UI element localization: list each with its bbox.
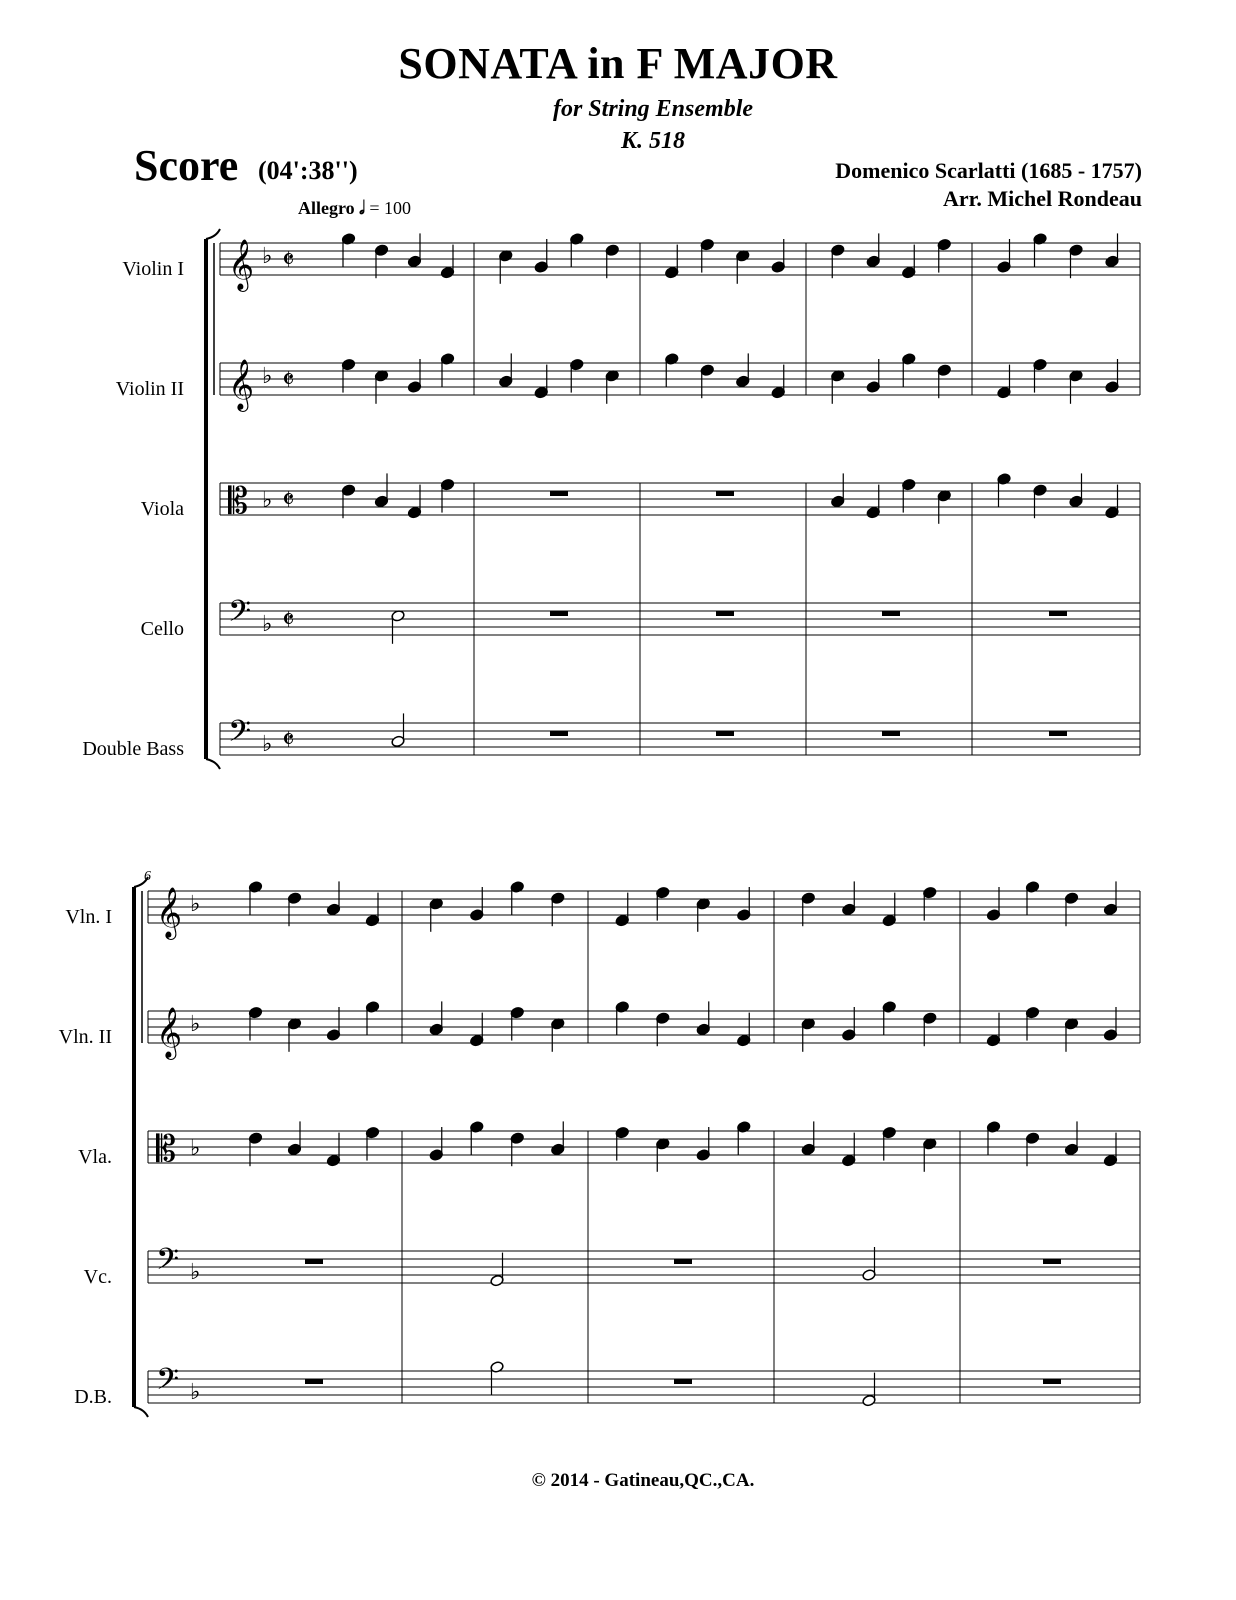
whole-rest-icon	[550, 491, 568, 496]
cut-time-icon: 𝄵	[282, 603, 295, 636]
treble-clef-icon: 𝄞	[228, 359, 255, 410]
flat-icon: ♭	[262, 244, 273, 269]
whole-rest-icon	[1043, 1259, 1061, 1264]
whole-rest-icon	[716, 611, 734, 616]
whole-rest-icon	[1049, 611, 1067, 616]
whole-rest-icon	[305, 1379, 323, 1384]
instrument-name: Double Bass	[82, 738, 184, 760]
bass-clef-icon: 𝄢	[156, 1243, 180, 1284]
cut-time-icon: 𝄵	[282, 723, 295, 756]
whole-rest-icon	[305, 1259, 323, 1264]
alto-clef-icon: 𝄡	[228, 481, 249, 522]
cut-time-icon: 𝄵	[282, 243, 295, 276]
tempo-text: Allegro	[298, 198, 355, 218]
instrument-name: D.B.	[74, 1386, 112, 1408]
instrument-name: Violin I	[122, 258, 184, 280]
flat-icon: ♭	[190, 1380, 201, 1405]
treble-clef-icon: 𝄞	[156, 1007, 183, 1058]
flat-icon: ♭	[190, 1012, 201, 1037]
page-title: SONATA in F MAJOR	[398, 39, 838, 88]
cut-time-icon: 𝄵	[282, 363, 295, 396]
duration: (04':38'')	[258, 156, 358, 185]
catalog-number: K. 518	[620, 128, 685, 154]
instrument-name: Vc.	[83, 1266, 112, 1288]
tempo-value: = 100	[369, 198, 411, 218]
measure-number: 6	[144, 869, 151, 884]
flat-icon: ♭	[190, 1260, 201, 1285]
instrument-name: Vla.	[78, 1146, 112, 1168]
bass-clef-icon: 𝄢	[228, 595, 252, 636]
whole-rest-icon	[674, 1379, 692, 1384]
alto-clef-icon: 𝄡	[156, 1129, 177, 1170]
arranger: Arr. Michel Rondeau	[942, 186, 1142, 211]
half-note-icon: 𝅗𝅥	[359, 198, 365, 218]
whole-rest-icon	[882, 611, 900, 616]
instrument-name: Violin II	[115, 378, 184, 400]
instrument-name: Vln. I	[65, 906, 112, 928]
instrument-name: Viola	[140, 498, 184, 520]
bracket-hook	[206, 759, 220, 769]
copyright: © 2014 - Gatineau,QC.,CA.	[531, 1470, 755, 1491]
whole-rest-icon	[674, 1259, 692, 1264]
bass-clef-icon: 𝄢	[156, 1363, 180, 1404]
whole-rest-icon	[550, 731, 568, 736]
bracket-hook	[134, 1407, 148, 1417]
bass-clef-icon: 𝄢	[228, 715, 252, 756]
flat-icon: ♭	[262, 364, 273, 389]
treble-clef-icon: 𝄞	[156, 887, 183, 938]
flat-icon: ♭	[190, 892, 201, 917]
subtitle: for String Ensemble	[552, 96, 754, 122]
whole-rest-icon	[716, 491, 734, 496]
composer: Domenico Scarlatti (1685 - 1757)	[835, 158, 1142, 183]
whole-rest-icon	[882, 731, 900, 736]
treble-clef-icon: 𝄞	[228, 239, 255, 290]
flat-icon: ♭	[262, 612, 273, 637]
instrument-name: Vln. II	[58, 1026, 112, 1048]
whole-rest-icon	[1043, 1379, 1061, 1384]
score-label: Score	[134, 141, 239, 190]
flat-icon: ♭	[190, 1136, 201, 1161]
cut-time-icon: 𝄵	[282, 483, 295, 516]
flat-icon: ♭	[262, 732, 273, 757]
whole-rest-icon	[550, 611, 568, 616]
bracket-hook	[206, 229, 220, 239]
flat-icon: ♭	[262, 488, 273, 513]
whole-rest-icon	[1049, 731, 1067, 736]
whole-rest-icon	[716, 731, 734, 736]
instrument-name: Cello	[140, 618, 184, 640]
